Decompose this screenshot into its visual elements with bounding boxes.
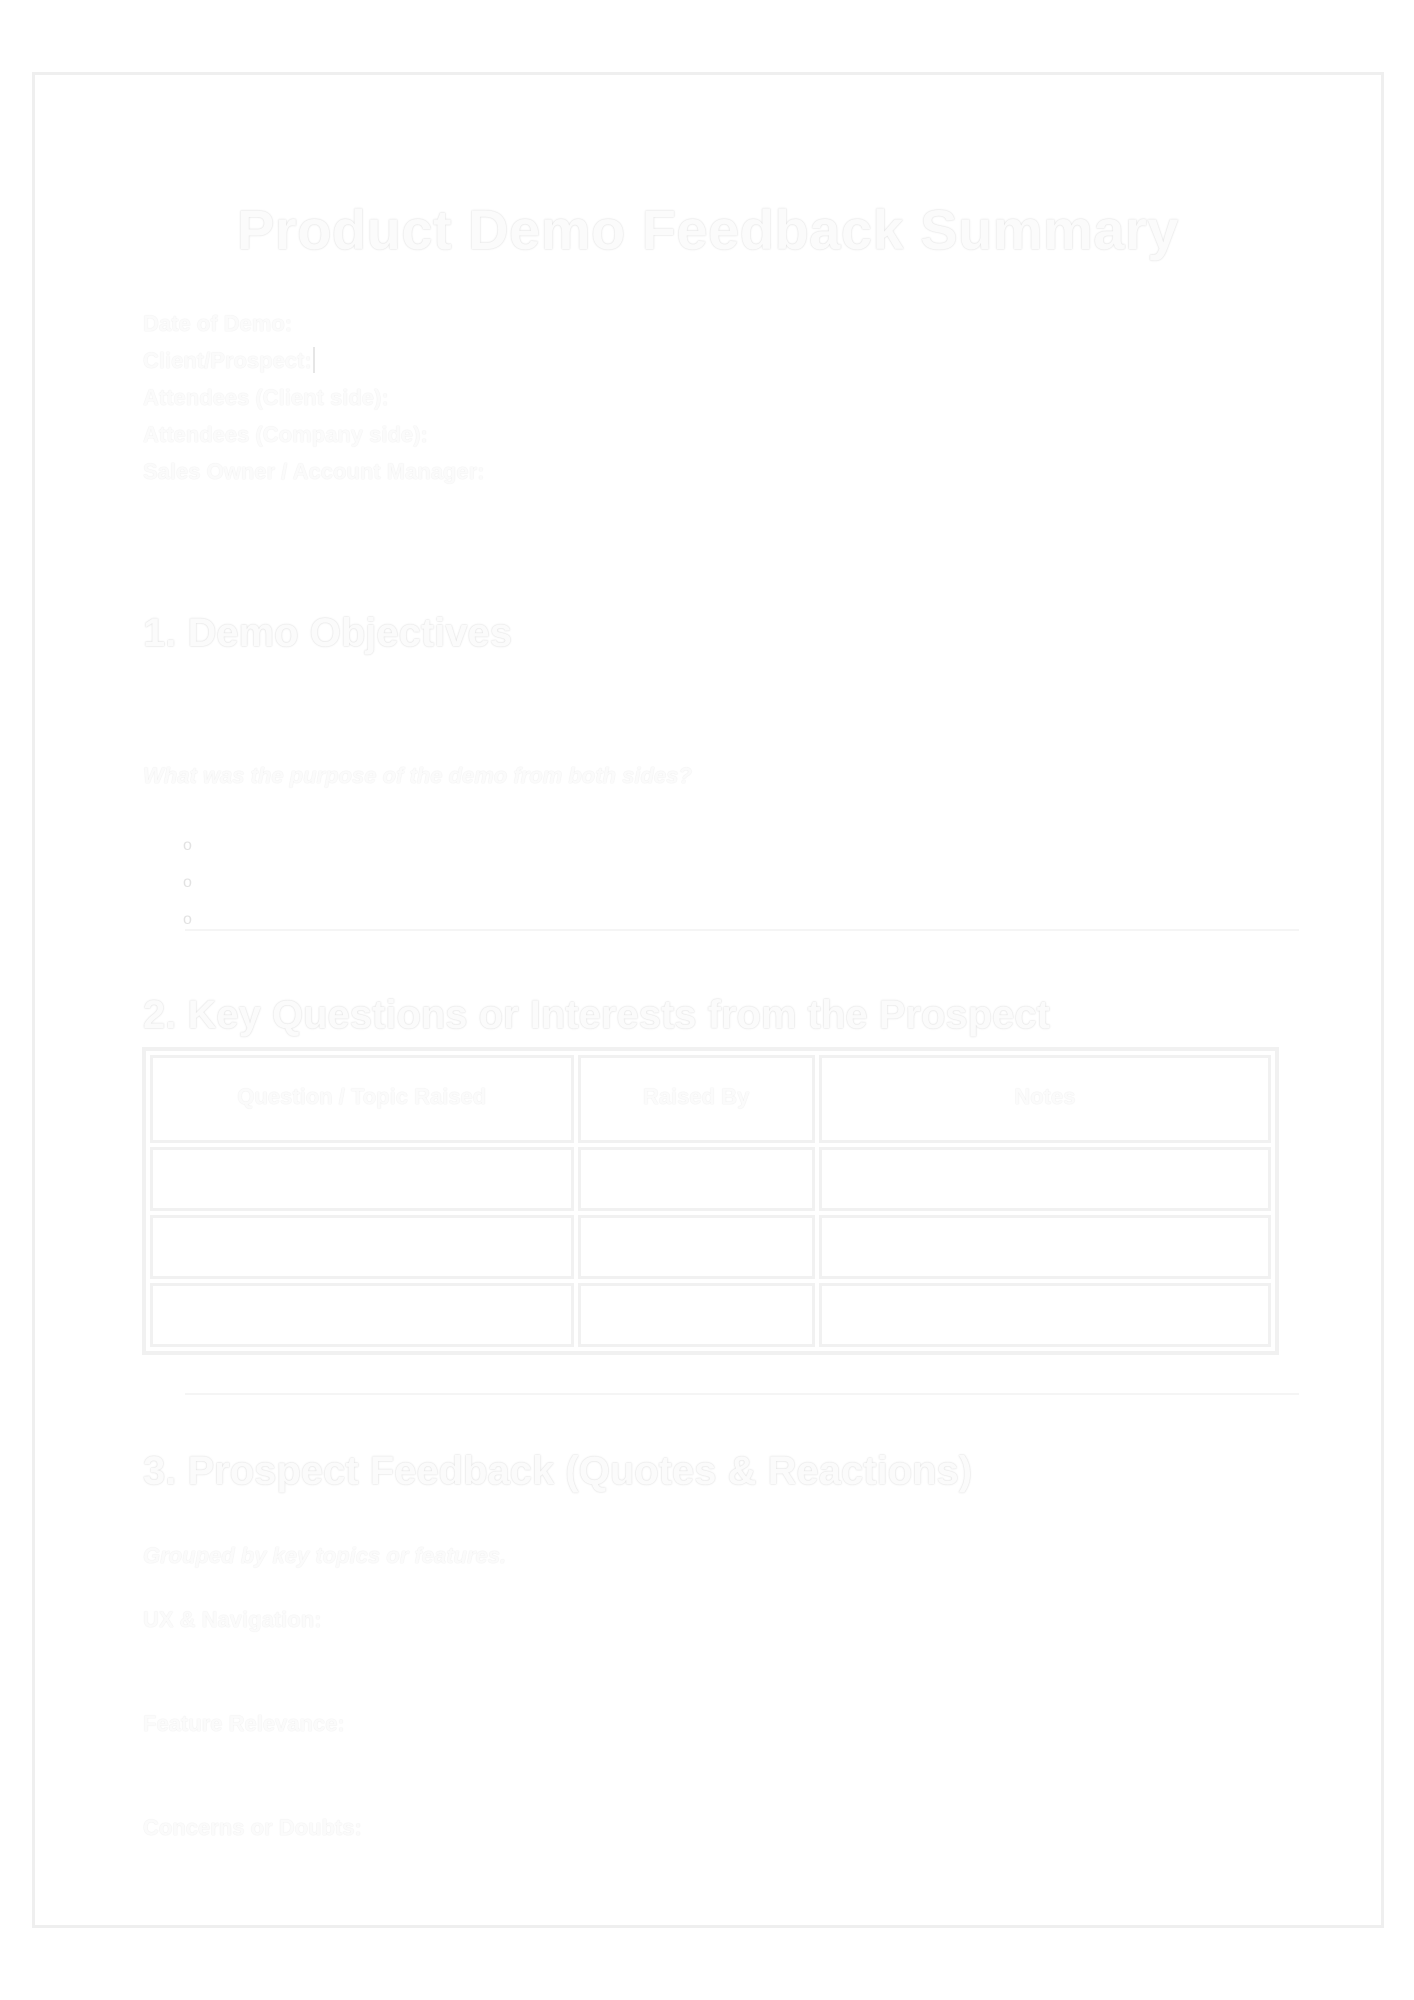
- list-item[interactable]: o: [183, 911, 192, 928]
- page-title: Product Demo Feedback Summary: [237, 198, 1179, 261]
- section-divider: [185, 929, 1299, 931]
- list-item[interactable]: o: [183, 874, 192, 891]
- questions-table: [142, 1047, 1279, 1355]
- objectives-bullet-list: [183, 827, 192, 938]
- meta-field-client[interactable]: Client/Prospect:: [143, 342, 485, 379]
- document-page: [32, 72, 1384, 1928]
- table-row: [150, 1215, 1271, 1279]
- list-item[interactable]: o: [183, 837, 192, 854]
- meta-field-attendees-company[interactable]: Attendees (Company side):: [143, 422, 428, 447]
- table-cell[interactable]: [578, 1215, 815, 1279]
- section-heading-objectives: 1. Demo Objectives: [143, 611, 513, 655]
- meta-fields: [143, 305, 485, 490]
- feedback-label-concerns[interactable]: Concerns or Doubts:: [143, 1815, 362, 1840]
- objectives-prompt: What was the purpose of the demo from both sides?: [143, 763, 692, 788]
- table-cell[interactable]: [819, 1147, 1271, 1211]
- table-cell[interactable]: [819, 1283, 1271, 1347]
- table-row: [150, 1283, 1271, 1347]
- table-cell[interactable]: [150, 1215, 574, 1279]
- section-divider: [185, 1393, 1299, 1395]
- table-cell[interactable]: [150, 1147, 574, 1211]
- feedback-label-ux[interactable]: UX & Navigation:: [143, 1607, 322, 1632]
- section-heading-questions: 2. Key Questions or Interests from the Prospect: [143, 993, 1050, 1037]
- table-cell[interactable]: [150, 1283, 574, 1347]
- table-cell[interactable]: [578, 1283, 815, 1347]
- table-cell[interactable]: [819, 1215, 1271, 1279]
- feedback-label-feature-relevance[interactable]: Feature Relevance:: [143, 1711, 345, 1736]
- meta-field-sales-owner[interactable]: Sales Owner / Account Manager:: [143, 459, 485, 484]
- feedback-prompt: Grouped by key topics or features.: [143, 1543, 507, 1568]
- table-header-row: [150, 1055, 1271, 1143]
- column-header-notes: Notes: [819, 1055, 1271, 1143]
- text-cursor: [313, 347, 315, 373]
- column-header-raised-by: Raised By: [578, 1055, 815, 1143]
- table-row: [150, 1147, 1271, 1211]
- section-heading-feedback: 3. Prospect Feedback (Quotes & Reactions): [143, 1449, 973, 1493]
- column-header-question: Question / Topic Raised: [150, 1055, 574, 1143]
- table-cell[interactable]: [578, 1147, 815, 1211]
- meta-field-date[interactable]: Date of Demo:: [143, 311, 293, 336]
- meta-field-attendees-client[interactable]: Attendees (Client side):: [143, 385, 389, 410]
